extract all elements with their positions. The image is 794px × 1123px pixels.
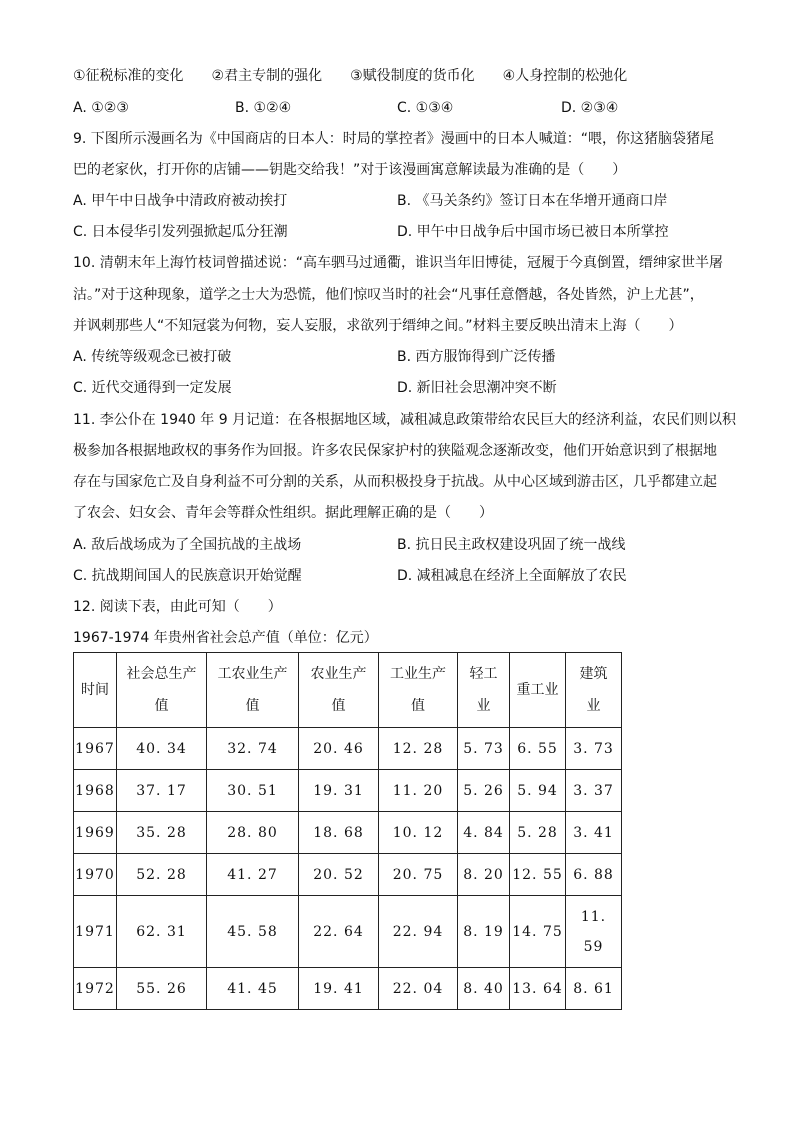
header-time: 时间 (74, 653, 117, 728)
table-cell: 6. 88 (566, 854, 622, 896)
q11-option-b: B. 抗日民主政权建设巩固了统一战线 (397, 537, 626, 553)
q11-stem-line-2: 极参加各根据地政权的事务作为回报。许多农民保家护村的狭隘观念逐渐改变，他们开始意识到了根据地 (73, 443, 717, 459)
table-row (74, 770, 622, 812)
q9-option-c: C. 日本侵华引发列强掀起瓜分狂潮 (73, 224, 288, 240)
q8-option-b: B. ①②④ (235, 100, 292, 116)
table-caption: 1967-1974 年贵州省社会总产值（单位：亿元） (73, 630, 378, 646)
table-cell: 55. 26 (117, 968, 207, 1010)
q10-option-c: C. 近代交通得到一定发展 (73, 380, 232, 396)
q11-stem-line-3: 存在与国家危亡及自身利益不可分割的关系，从而积极投身于抗战。从中心区域到游击区，几乎都建立起 (73, 474, 717, 490)
table-cell: 1969 (74, 812, 117, 854)
table-header-row (74, 653, 622, 728)
table-cell: 62. 31 (117, 896, 207, 968)
q10-stem-line-3: 并讽刺那些人“不知冠裳为何物，妄人妄服，求欲列于缙绅之间。”材料主要反映出清末上海（ ） (73, 318, 683, 334)
table-cell: 28. 80 (207, 812, 299, 854)
table-row (74, 812, 622, 854)
table-row (74, 854, 622, 896)
q12-stem: 12. 阅读下表，由此可知（ ） (73, 599, 282, 615)
table-cell: 19. 41 (299, 968, 379, 1010)
q11-option-c: C. 抗战期间国人的民族意识开始觉醒 (73, 568, 302, 584)
table-cell: 41. 27 (207, 854, 299, 896)
q9-option-a: A. 甲午中日战争中清政府被动挨打 (73, 193, 288, 209)
output-value-table (73, 652, 622, 1010)
header-industrial-agricultural-output: 工农业生产值 (207, 653, 299, 728)
table-cell: 13. 64 (510, 968, 566, 1010)
header-industrial-output: 工业生产值 (379, 653, 458, 728)
table-cell: 8. 61 (566, 968, 622, 1010)
table-cell: 10. 12 (379, 812, 458, 854)
table-cell: 1967 (74, 728, 117, 770)
table-row (74, 896, 622, 968)
table-cell: 22. 04 (379, 968, 458, 1010)
table-cell: 20. 52 (299, 854, 379, 896)
table-cell: 8. 19 (458, 896, 510, 968)
table-cell: 30. 51 (207, 770, 299, 812)
table-cell: 19. 31 (299, 770, 379, 812)
table-cell: 20. 75 (379, 854, 458, 896)
q11-stem-line-1: 11. 李公仆在 1940 年 9 月记道：在各根据地区域，减租减息政策带给农民巨大的经济利益，农民们则以积 (73, 412, 737, 428)
table-cell: 52. 28 (117, 854, 207, 896)
table-cell: 1970 (74, 854, 117, 896)
header-construction: 建筑业 (566, 653, 622, 728)
q10-stem-line-2: 沽。”对于这种现象，道学之士大为恐慌，他们惊叹当时的社会“凡事任意僭越，各处皆然，沪上尤甚”， (73, 287, 704, 303)
table-cell: 8. 40 (458, 968, 510, 1010)
table-cell: 5. 28 (510, 812, 566, 854)
table-cell: 11. 59 (566, 896, 622, 968)
table-row (74, 728, 622, 770)
table-cell: 35. 28 (117, 812, 207, 854)
table-cell: 22. 94 (379, 896, 458, 968)
table-cell: 5. 26 (458, 770, 510, 812)
header-light-industry: 轻工业 (458, 653, 510, 728)
table-cell: 18. 68 (299, 812, 379, 854)
table-cell: 45. 58 (207, 896, 299, 968)
q11-stem-line-4: 了农会、妇女会、青年会等群众性组织。据此理解正确的是（ ） (73, 505, 493, 521)
table-cell: 20. 46 (299, 728, 379, 770)
table-cell: 32. 74 (207, 728, 299, 770)
table-cell: 40. 34 (117, 728, 207, 770)
table-cell: 12. 28 (379, 728, 458, 770)
table-cell: 5. 94 (510, 770, 566, 812)
table-cell: 22. 64 (299, 896, 379, 968)
q10-option-d: D. 新旧社会思潮冲突不断 (397, 380, 557, 396)
q10-stem-line-1: 10. 清朝末年上海竹枝词曾描述说：“高车驷马过通衢，谁识当年旧博徒，冠履于今真倒置，缙绅家世半屠 (73, 255, 723, 271)
table-cell: 1972 (74, 968, 117, 1010)
q11-option-a: A. 敌后战场成为了全国抗战的主战场 (73, 537, 302, 553)
table-row (74, 968, 622, 1010)
q8-option-a: A. ①②③ (73, 100, 129, 116)
table-cell: 41. 45 (207, 968, 299, 1010)
table-cell: 3. 37 (566, 770, 622, 812)
q9-option-b: B. 《马关条约》签订日本在华增开通商口岸 (397, 193, 668, 209)
table-cell: 12. 55 (510, 854, 566, 896)
q11-option-d: D. 减租减息在经济上全面解放了农民 (397, 568, 627, 584)
header-total-social-output: 社会总生产值 (117, 653, 207, 728)
table-cell: 1968 (74, 770, 117, 812)
table-cell: 6. 55 (510, 728, 566, 770)
header-heavy-industry: 重工业 (510, 653, 566, 728)
q8-option-d: D. ②③④ (561, 100, 619, 116)
table-cell: 5. 73 (458, 728, 510, 770)
table-cell: 3. 41 (566, 812, 622, 854)
q9-stem-line-1: 9. 下图所示漫画名为《中国商店的日本人：时局的掌控者》漫画中的日本人喊道：“喂，你这猪脑袋猪尾 (73, 131, 715, 147)
q8-option-c: C. ①③④ (397, 100, 454, 116)
table-cell: 1971 (74, 896, 117, 968)
table-cell: 4. 84 (458, 812, 510, 854)
table-cell: 11. 20 (379, 770, 458, 812)
q10-option-b: B. 西方服饰得到广泛传播 (397, 349, 556, 365)
table-cell: 3. 73 (566, 728, 622, 770)
table-cell: 37. 17 (117, 770, 207, 812)
table-cell: 14. 75 (510, 896, 566, 968)
q8-statements: ①征税标准的变化 ②君主专制的强化 ③赋役制度的货币化 ④人身控制的松弛化 (73, 68, 628, 84)
q9-stem-line-2: 巴的老家伙，打开你的店铺——钥匙交给我！”对于该漫画寓意解读最为准确的是（ ） (73, 162, 627, 178)
q10-option-a: A. 传统等级观念已被打破 (73, 349, 232, 365)
table-cell: 8. 20 (458, 854, 510, 896)
q9-option-d: D. 甲午中日战争后中国市场已被日本所掌控 (397, 224, 669, 240)
header-agricultural-output: 农业生产值 (299, 653, 379, 728)
